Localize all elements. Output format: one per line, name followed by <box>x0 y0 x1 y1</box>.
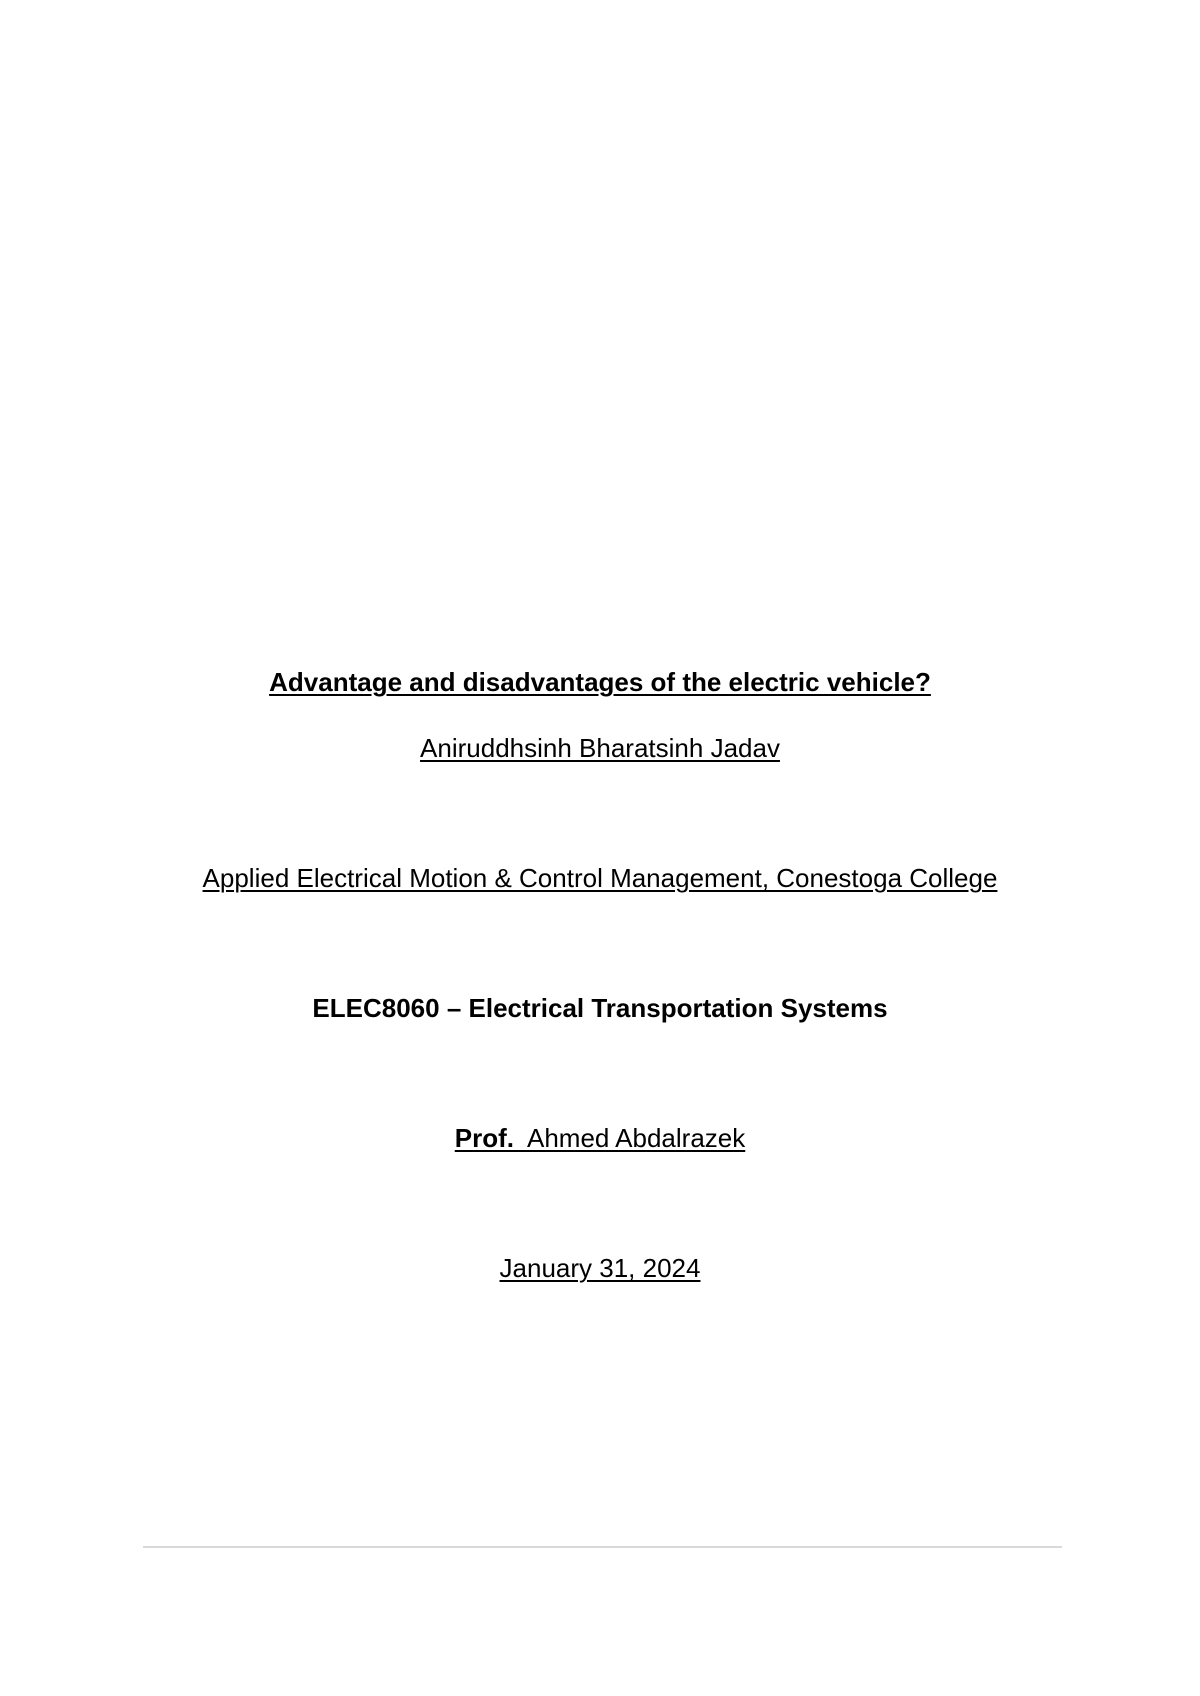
date-line <box>0 1252 1200 1284</box>
course-name: ELEC8060 – Electrical Transportation Systems <box>312 993 888 1023</box>
program-line <box>0 862 1200 894</box>
footer-divider <box>143 1546 1062 1548</box>
title-line <box>0 666 1200 698</box>
submission-date: January 31, 2024 <box>499 1253 701 1283</box>
author-name: Aniruddhsinh Bharatsinh Jadav <box>420 733 780 763</box>
professor-prefix: Prof. <box>454 1123 514 1153</box>
professor-line <box>0 1122 1200 1154</box>
professor-name: Ahmed Abdalrazek <box>527 1123 746 1153</box>
paper-title: Advantage and disadvantages of the electric vehicle? <box>269 667 931 697</box>
program-affiliation: Applied Electrical Motion & Control Management, Conestoga College <box>202 863 998 893</box>
course-line <box>0 992 1200 1024</box>
author-line <box>0 732 1200 764</box>
